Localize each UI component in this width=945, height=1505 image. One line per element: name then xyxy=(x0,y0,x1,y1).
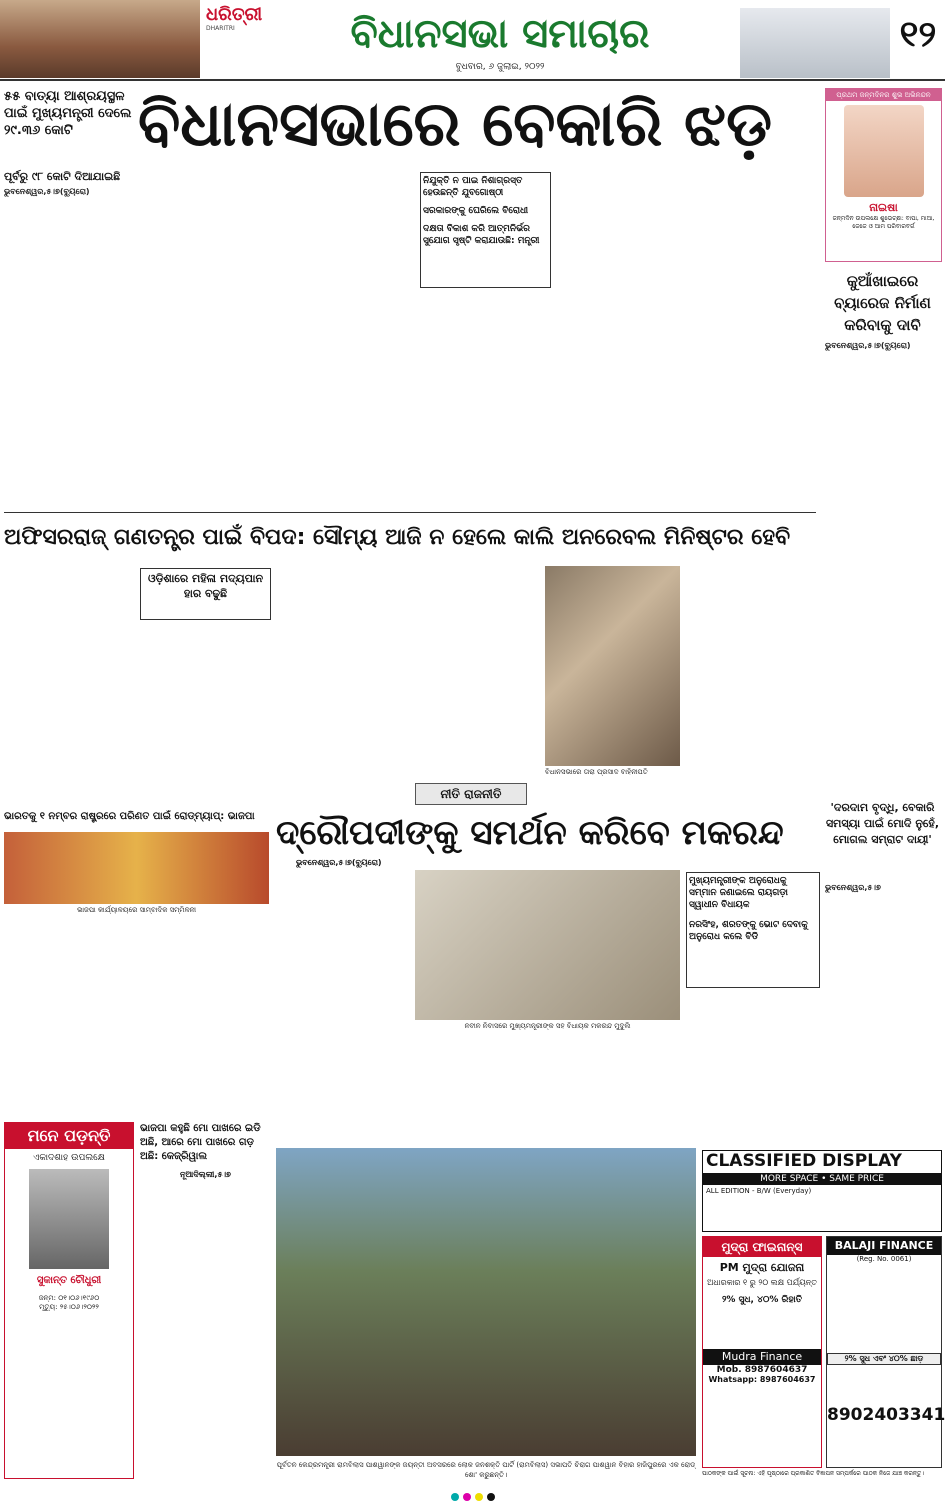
politics-main-col-4 xyxy=(551,1035,681,1145)
kejri-dateline: ନୂଆଦିଲ୍ଲୀ,୫।୭ xyxy=(180,1170,231,1179)
lead-col-5 xyxy=(551,172,681,507)
memorial-ad xyxy=(4,1122,134,1479)
politics-bullet-2: ନରସିଂହ, ଶରତଙ୍କୁ ଭୋଟ ଦେବାକୁ ଅନୁରୋଧ କଲେ ବିଡି xyxy=(689,920,808,942)
lead-bullet-1: ନିଯୁକ୍ତି ନ ପାଇ ନିଶାଗ୍ରସ୍ତ ହେଉଛନ୍ତି ଯୁବଗୋଷ୍ଠୀ xyxy=(423,176,523,198)
politics-main-col-3 xyxy=(415,1035,545,1145)
politics-main-dateline: ଭୁବନେଶ୍ୱର,୫।୭(ବ୍ୟୁରୋ) xyxy=(296,858,382,867)
politics-photo-caption: ନବୀନ ନିବାସରେ ମୁଖ୍ୟମନ୍ତ୍ରୀଙ୍କ ସହ ବିଧାୟକ ମକରନ୍ଦ ମୁଦୁଲି xyxy=(464,1022,631,1030)
lead-headline: ବିଧାନସଭାରେ ବେକାରି ଝଡ଼ xyxy=(138,87,773,160)
mudra-sub: PM ମୁଦ୍ରା ଯୋଜନା xyxy=(719,1261,805,1274)
memorial-subtitle: ଏକାଦଶାହ ଉପଲକ୍ଷେ xyxy=(33,1153,105,1163)
rally-caption: ପୂର୍ବତନ କେନ୍ଦ୍ରମନ୍ତ୍ରୀ ରାମବିଲାସ ପାଶୱାନଙ୍କ ଜୟନ୍ତୀ ଅବସରରେ ଲୋକ ଜନଶକ୍ତି ପାର୍ଟି (ରାମବିଲାସ) ସଭାପତି ଚିରାଗ ପାଶୱାନ ବିହାର ହାଜିପୁରରେ ଏକ ରୋଡ୍ ଶୋ' କରୁଛନ୍ତି। xyxy=(276,1461,696,1479)
balaji-phone: 8902403341 xyxy=(827,1405,945,1425)
second-col-1 xyxy=(4,566,134,781)
politics-label: ନୀତି ରାଜନୀତି xyxy=(415,783,527,805)
birthday-title: ପ୍ରଥମ ଜନ୍ମଦିନର ଶୁଭ ଅଭିନନ୍ଦନ xyxy=(826,89,941,101)
politics-main-photo xyxy=(415,870,680,1020)
lead-col-2 xyxy=(138,172,273,507)
politics-bullet-1: ମୁଖ୍ୟମନ୍ତ୍ରୀଙ୍କ ଅନୁରୋଧକୁ ସମ୍ମାନ ଜଣାଇଲେ ରାୟଗଡ଼ା ସ୍ୱାଧୀନ ବିଧାୟକ xyxy=(689,876,788,910)
birthday-name: ନାଇଷା xyxy=(869,201,898,214)
logo: ଧରିତ୍ରୀ DHARITRI xyxy=(206,4,263,32)
balaji-rate: ୨% ସୁଧ ଏବଂ ୪୦% ଛାଡ଼ xyxy=(827,1353,941,1365)
lead-subhead: ପୂର୍ବରୁ ୯୮ କୋଟି ଦିଆଯାଇଛି xyxy=(4,170,121,183)
classified-title: CLASSIFIED DISPLAY xyxy=(706,1151,902,1171)
registration-marks xyxy=(0,1486,945,1496)
mudra-rate: ୨% ସୁଧ, ୪୦% ରିହାତି xyxy=(721,1295,803,1305)
politics-left-headline: ଭାରତକୁ ୧ ନମ୍ବର ରାଷ୍ଟ୍ରରେ ପରିଣତ ପାଇଁ ରୋଡ୍‌ମ୍ୟାପ୍: ଭାଜପା xyxy=(4,811,255,822)
mudra-ad xyxy=(702,1236,822,1468)
second-box: ଓଡ଼ିଶାରେ ମହିଳା ମଦ୍ୟପାନ ହାର ବଢୁଛି xyxy=(140,568,271,620)
mudra-wa: Whatsapp: 8987604637 xyxy=(708,1375,816,1384)
second-photo xyxy=(545,566,680,766)
page-number: ୧୨ xyxy=(899,14,937,55)
lead-col-4 xyxy=(420,288,545,506)
lead-kicker: ୫୫ ବାତ୍ୟା ଆଶ୍ରୟସ୍ଥଳ ପାଇଁ ମୁଖ୍ୟମନ୍ତ୍ରୀ ଦେଲେ ୨୯.୩୬ କୋଟି xyxy=(4,89,132,138)
birthday-photo xyxy=(844,105,924,197)
politics-bullets-box xyxy=(686,872,820,988)
right-story-dateline: ଭୁବନେଶ୍ୱର,୫।୭(ବ୍ୟୁରୋ) xyxy=(825,341,911,350)
mudra-brand: Mudra Finance xyxy=(703,1349,821,1365)
memorial-dod: ମୃତ୍ୟୁ: ୨୫।୦୬।୨୦୨୨ xyxy=(39,1303,99,1311)
politics-main-headline: ଦ୍ରୌପଦୀଙ୍କୁ ସମର୍ଥନ କରିବେ ମକରନ୍ଦ xyxy=(276,813,784,853)
mudra-title: ମୁଦ୍ରା ଫାଇନାନ୍ସ xyxy=(703,1237,821,1257)
lead-col-6 xyxy=(687,172,815,507)
footer-note: ପାଠକଙ୍କ ପାଇଁ ସୂଚନା: ଏହି ପୃଷ୍ଠାରେ ପ୍ରକାଶିତ ବିଜ୍ଞାପନ ସମ୍ପର୍କରେ ପାଠକ ନିଜେ ଯାଞ୍ଚ କରନ୍ତୁ। xyxy=(702,1470,924,1477)
politics-right-headline: 'ଦରଦାମ ବୃଦ୍ଧି, ବେକାରି ସମସ୍ୟା ପାଇଁ ମୋଦି ନୁହେଁ, ମୋଗଲ ସମ୍ରାଟ ଦାୟୀ' xyxy=(825,801,940,846)
second-col-3 xyxy=(276,566,406,781)
politics-right-body xyxy=(825,882,940,1147)
rally-photo xyxy=(276,1148,696,1456)
section-title: ବିଧାନସଭା ସମାଚାର xyxy=(350,11,650,57)
right-story-headline: କୁଆଁଖାଇରେ ବ୍ୟାରେଜ ନିର୍ମାଣ କରିବାକୁ ଦାବି xyxy=(834,272,931,334)
politics-left-caption: ଭାଜପା କାର୍ଯ୍ୟାଳୟରେ ସାମ୍ବାଦିକ ସମ୍ମିଳନୀ xyxy=(76,906,197,914)
assembly-photo-left xyxy=(0,0,200,78)
lead-bullet-3: ଦକ୍ଷତା ବିକାଶ କରି ଆତ୍ମନିର୍ଭର ସୁଯୋଗ ସୃଷ୍ଟି କରାଯାଉଛି: ମନ୍ତ୍ରୀ xyxy=(423,224,540,246)
politics-main-col-5 xyxy=(686,988,814,1145)
mudra-amount: ଅଧାରକାର ୧ ରୁ ୨୦ ଲକ୍ଷ ପର୍ଯ୍ୟନ୍ତ xyxy=(707,1278,817,1287)
lead-bullet-2: ସରକାରଙ୍କୁ ଘେରିଲେ ବିରୋଧୀ xyxy=(423,206,529,216)
classified-edition: ALL EDITION - B/W (Everyday) xyxy=(706,1187,812,1195)
kejri-headline: ଭାଜପା କହୁଛି ମୋ ପାଖରେ ଇଡି ଅଛି, ଆରେ ମୋ ପାଖରେ ଗଡ଼ ଅଛି: କେଜ୍ରିୱାଲ xyxy=(140,1123,261,1162)
politics-main-col-1 xyxy=(276,872,411,1020)
memorial-title: ମନେ ପଡ଼ନ୍ତି xyxy=(5,1123,133,1149)
balaji-reg: (Reg. No. 0061) xyxy=(856,1255,912,1263)
second-headline: ଅଫିସରରାଜ୍ ଗଣତନ୍ତ୍ର ପାଇଁ ବିପଦ: ସୌମ୍ୟ ଆଜି ନ ହେଲେ କାଲି ଅନରେବଲ ମିନିଷ୍ଟର ହେବି xyxy=(4,525,791,550)
memorial-dob: ଜନ୍ମ: ୦୧।୦୬।୧୯୬୦ xyxy=(38,1294,100,1302)
balaji-ad xyxy=(826,1236,945,1468)
masthead-rule xyxy=(0,79,945,81)
birthday-ad xyxy=(825,88,942,262)
balaji-title: BALAJI FINANCE xyxy=(827,1237,941,1255)
politics-left-col-1 xyxy=(4,918,134,1118)
classified-sub: MORE SPACE • SAME PRICE xyxy=(703,1173,941,1185)
lead-col-1 xyxy=(4,186,132,506)
lead-dateline: ଭୁବନେଶ୍ୱର,୫।୭(ବ୍ୟୁରୋ) xyxy=(4,187,90,196)
rule-1 xyxy=(4,512,816,513)
birthday-text: ଜନ୍ମଦିନ ଉପଲକ୍ଷେ ଶୁଭେଚ୍ଛା: ବାପା, ମାଆ, ଜେଜେ ଓ ଆମ ପରିବାରବର୍ଗ xyxy=(832,215,935,230)
kejri-col-1 xyxy=(140,1182,270,1467)
second-col-4 xyxy=(412,566,542,781)
assembly-building-photo xyxy=(740,8,890,78)
memorial-photo xyxy=(29,1169,109,1269)
politics-right-dateline: ଭୁବନେଶ୍ୱର,୫।୭ xyxy=(825,883,881,892)
issue-date: ବୁଧବାର, ୬ ଜୁଲାଇ, ୨୦୨୨ xyxy=(455,62,545,72)
classified-banner xyxy=(702,1150,942,1232)
politics-left-photo xyxy=(4,832,269,904)
second-caption: ବିଧାନସଭାରେ ତାରା ପ୍ରସାଦ ବାହିନୀପତି xyxy=(545,768,648,776)
second-col-2 xyxy=(140,620,270,780)
mudra-mob: Mob. 8987604637 xyxy=(716,1365,808,1375)
second-col-5 xyxy=(686,566,816,781)
masthead xyxy=(0,0,945,80)
memorial-name: ସୁକାନ୍ତ ଚୌଧୁରୀ xyxy=(36,1275,102,1286)
politics-main-col-2 xyxy=(276,1035,411,1145)
politics-left-col-2 xyxy=(140,918,270,1118)
lead-col-3 xyxy=(279,172,414,507)
right-story-body xyxy=(825,340,940,785)
lead-bullets-box xyxy=(420,172,551,288)
